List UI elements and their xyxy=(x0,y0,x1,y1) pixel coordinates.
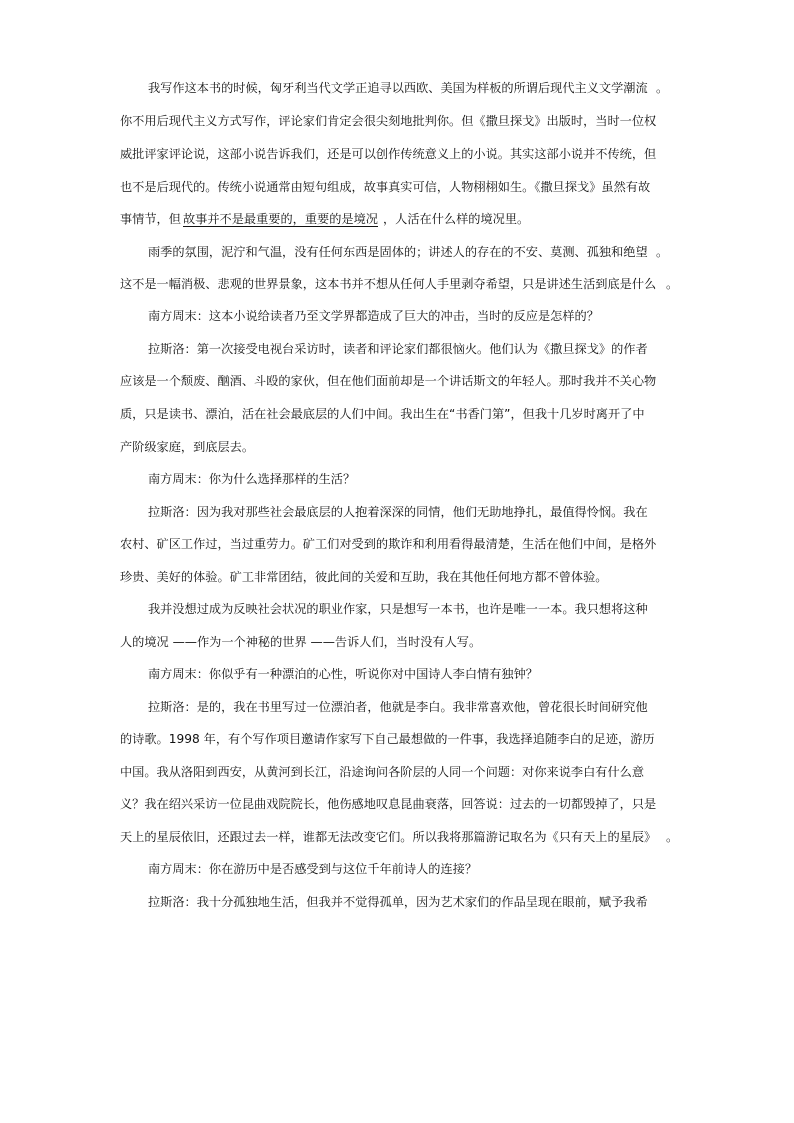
line-text: 拉斯洛：因为我对那些社会最底层的人抱着深深的同情，他们无助地挣扎，最值得怜悯。我在 xyxy=(148,505,648,519)
paragraph-line xyxy=(0,273,794,295)
paragraph-line xyxy=(0,761,794,783)
line-text: 人的境况 ——作为一个神秘的世界 ——告诉人们，当时没有人写。 xyxy=(120,635,482,649)
paragraph-line xyxy=(0,143,794,165)
line-text: 珍贵、美好的体验。矿工非常团结，彼此间的关爱和互助，我在其他任何地方都不曾体验。 xyxy=(120,570,608,584)
line-text: 南方周末：你为什么选择那样的生活？ xyxy=(148,472,356,486)
paragraph-line xyxy=(0,370,794,392)
paragraph-line xyxy=(0,176,794,198)
paragraph-line xyxy=(0,403,794,425)
line-text: 我写作这本书的时候，匈牙利当代文学正追寻以西欧、美国为样板的所谓后现代主义文学潮流 xyxy=(148,81,648,95)
line-text: 雨季的氛围，泥泞和气温，没有任何东西是固体的；讲述人的存在的不安、莫测、孤独和绝望 xyxy=(148,245,648,259)
paragraph-line xyxy=(0,436,794,458)
line-text: 威批评家评论说，这部小说告诉我们，还是可以创作传统意义上的小说。其实这部小说并不传统，但 xyxy=(120,147,657,161)
line-text: 南方周末：你在游历中是否感受到与这位千年前诗人的连接？ xyxy=(148,862,478,876)
paragraph-line xyxy=(0,566,794,588)
line-end-mark: 。 xyxy=(666,277,679,291)
question-line xyxy=(0,468,794,490)
line-text-start: 事情节，但 xyxy=(120,212,181,226)
line-text-end: ，人活在什么样的境况里。 xyxy=(383,212,530,226)
paragraph-line xyxy=(0,533,794,555)
paragraph-line xyxy=(0,826,794,848)
paragraph-line xyxy=(0,793,794,815)
answer-line xyxy=(0,696,794,718)
paragraph-line xyxy=(0,110,794,132)
underlined-phrase: 故事并不是最重要的，重要的是境况 xyxy=(183,212,378,226)
line-text: 中国。我从洛阳到西安，从黄河到长江，沿途询问各阶层的人同一个问题：对你来说李白有什么意 xyxy=(120,765,645,779)
line-text: 应该是一个颓废、酗酒、斗殴的家伙，但在他们面前却是一个讲话斯文的年轻人。那时我并不关心物 xyxy=(120,374,657,388)
line-end-mark: 。 xyxy=(666,830,679,844)
line-text: 你不用后现代主义方式写作，评论家们肯定会很尖刻地批判你。但《撒旦探戈》出版时，当时一位权 xyxy=(120,114,657,128)
line-text: 天上的星辰依旧，还跟过去一样，谁都无法改变它们。所以我将那篇游记取名为《只有天上的星辰》 xyxy=(120,830,657,844)
question-line xyxy=(0,663,794,685)
line-text: 也不是后现代的。传统小说通常由短句组成，故事真实可信，人物栩栩如生。《撒旦探戈》虽然有故 xyxy=(120,180,651,194)
paragraph-line xyxy=(0,77,794,99)
paragraph-line xyxy=(0,728,794,750)
question-line xyxy=(0,858,794,880)
line-text: 南方周末：这本小说给读者乃至文学界都造成了巨大的冲击，当时的反应是怎样的？ xyxy=(148,309,599,323)
line-text: 拉斯洛：第一次接受电视台采访时，读者和评论家们都很恼火。他们认为《撒旦探戈》的作者 xyxy=(148,342,648,356)
line-text: 农村、矿区工作过，当过重劳力。矿工们对受到的欺诈和利用看得最清楚，生活在他们中间，是格外 xyxy=(120,537,657,551)
line-text: 这不是一幅消极、悲观的世界景象，这本书并不想从任何人手里剥夺希望，只是讲述生活到底是什么 xyxy=(120,277,657,291)
line-end-mark: 。 xyxy=(656,81,669,95)
question-line xyxy=(0,305,794,327)
line-end-mark: 。 xyxy=(656,245,669,259)
paragraph-line xyxy=(0,241,794,263)
line-text: 的诗歌。1998 年，有个写作项目邀请作家写下自己最想做的一件事，我选择追随李白的足迹，游历 xyxy=(120,732,655,746)
paragraph-line xyxy=(0,598,794,620)
paragraph-line xyxy=(0,631,794,653)
line-text: 义？我在绍兴采访一位昆曲戏院院长，他伤感地叹息昆曲衰落，回答说：过去的一切都毁掉了，只是 xyxy=(120,797,657,811)
answer-line xyxy=(0,891,794,913)
answer-line xyxy=(0,338,794,360)
line-text: 南方周末：你似乎有一种漂泊的心性，听说你对中国诗人李白情有独钟？ xyxy=(148,667,538,681)
line-text: 我并没想过成为反映社会状况的职业作家，只是想写一本书，也许是唯一一本。我只想将这种 xyxy=(148,602,648,616)
line-text: 拉斯洛：我十分孤独地生活，但我并不觉得孤单，因为艺术家们的作品呈现在眼前，赋予我希 xyxy=(148,895,648,909)
answer-line xyxy=(0,501,794,523)
line-text: 拉斯洛：是的，我在书里写过一位漂泊者，他就是李白。我非常喜欢他，曾花很长时间研究他 xyxy=(148,700,648,714)
paragraph-line xyxy=(0,208,794,230)
line-text: 质，只是读书、漂泊，活在社会最底层的人们中间。我出生在“书香门第”，但我十几岁时离开了中 xyxy=(120,407,645,421)
line-text: 产阶级家庭，到底层去。 xyxy=(120,440,255,454)
